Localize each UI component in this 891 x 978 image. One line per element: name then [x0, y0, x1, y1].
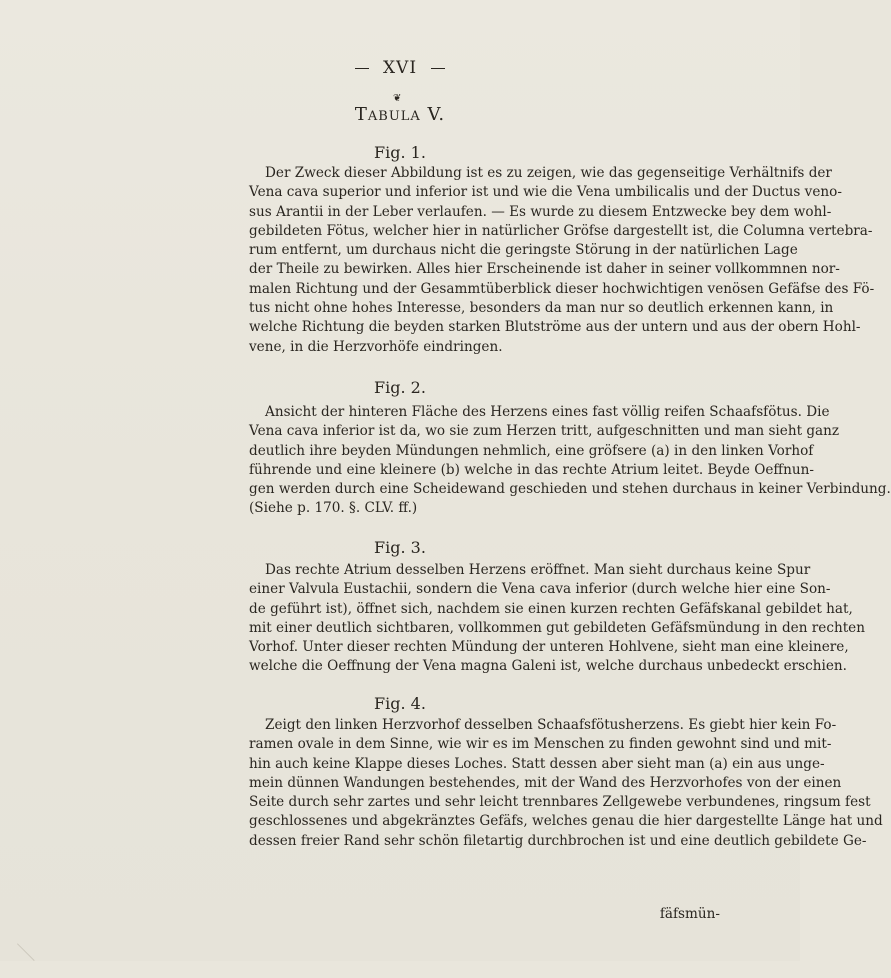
text-line: einer Valvula Eustachii, sondern die Vena cava inferior (durch welche hier eine Son- — [249, 581, 831, 598]
fig-3-text — [249, 561, 865, 677]
ornament-icon: ❦ — [393, 93, 402, 104]
text-line: de geführt ist), öffnet sich, nachdem sie einen kurzen rechten Gefäfskanal gebildet hat, — [249, 600, 853, 617]
fig-2-text — [249, 403, 891, 519]
text-line: Zeigt den linken Herzvorhof desselben Schaafsfötusherzens. Es giebt hier kein Fo- — [265, 717, 837, 733]
fig-2-title: Fig. 2. — [374, 378, 426, 397]
text-line: Vena cava inferior ist da, wo sie zum Herzen tritt, aufgeschnitten und man sieht ganz — [249, 423, 840, 440]
text-line: Vena cava superior und inferior ist und wie die Vena umbilicalis und der Ductus veno- — [249, 184, 842, 201]
text-line: malen Richtung und der Gesammtüberblick dieser hochwichtigen venösen Gefäfse des Fö- — [249, 280, 875, 297]
text-line: Das rechte Atrium desselben Herzens eröffnet. Man sieht durchaus keine Spur — [265, 562, 811, 578]
page-corner-crease — [0, 943, 35, 978]
text-line: Der Zweck dieser Abbildung ist es zu zeigen, wie das gegenseitige Verhältnifs der — [265, 165, 832, 181]
text-line: mein dünnen Wandungen bestehendes, mit der Wand des Herzvorhofes von der einen — [249, 774, 842, 791]
text-line: der Theile zu bewirken. Alles hier Erscheinende ist daher in seiner vollkommnen nor- — [249, 261, 840, 278]
text-line: (Siehe p. 170. §. CLV. ff.) — [249, 500, 418, 517]
text-line: gebildeten Fötus, welcher hier in natürlicher Gröfse dargestellt ist, die Columna vertebra- — [249, 222, 873, 239]
text-line: gen werden durch eine Scheidewand geschieden und stehen durchaus in keiner Verbindung. — [249, 481, 891, 498]
page-header — [0, 58, 800, 78]
text-line: sus Arantii in der Leber verlaufen. — Es wurde zu diesem Entzwecke bey dem wohl- — [249, 203, 832, 220]
text-line: rum entfernt, um durchaus nicht die geringste Störung in der natürlichen Lage — [249, 242, 798, 259]
text-line: Vorhof. Unter dieser rechten Mündung der unteren Hohlvene, sieht man eine kleinere, — [249, 639, 849, 656]
text-line: hin auch keine Klappe dieses Loches. Statt dessen aber sieht man (a) ein aus unge- — [249, 755, 825, 772]
text-line: welche Richtung die beyden starken Blutströme aus der untern und aus der obern Hohl- — [249, 319, 861, 336]
text-line: Seite durch sehr zartes und sehr leicht trennbares Zellgewebe verbundenes, ringsum fest — [249, 794, 871, 811]
text-line: welche die Oeffnung der Vena magna Galeni ist, welche durchaus unbedeckt erschien. — [249, 658, 847, 675]
text-line: vene, in die Herzvorhöfe eindringen. — [249, 338, 503, 355]
text-line: mit einer deutlich sichtbaren, vollkommen gut gebildeten Gefäfsmündung in den rechten — [249, 619, 865, 636]
text-line: ramen ovale in dem Sinne, wie wir es im Menschen zu finden gewohnt sind und mit- — [249, 736, 832, 753]
text-line: tus nicht ohne hohes Interesse, besonders da man nur so deutlich erkennen kann, in — [249, 300, 834, 317]
text-line: deutlich ihre beyden Mündungen nehmlich, eine gröfsere (a) in den linken Vorhof — [249, 442, 814, 459]
header-dash-left — [355, 68, 369, 69]
text-line: führende und eine kleinere (b) welche in das rechte Atrium leitet. Beyde Oeffnun- — [249, 461, 814, 478]
fig-1-title: Fig. 1. — [374, 143, 426, 162]
fig-3-title: Fig. 3. — [374, 538, 426, 557]
page-number: XVI — [382, 58, 418, 78]
fig-4-title: Fig. 4. — [374, 694, 426, 713]
text-line: geschlossenes und abgekränztes Gefäfs, welches genau die hier dargestellte Länge hat und — [249, 813, 883, 830]
catchword: fäfsmün- — [659, 906, 720, 922]
text-line: dessen freier Rand sehr schön filetartig durchbrochen ist und eine deutlich gebildete Ge- — [249, 832, 867, 849]
fig-4-text — [249, 716, 883, 851]
plate-title: Tabula V. — [354, 104, 446, 125]
fig-1-text — [249, 164, 875, 357]
text-line: Ansicht der hinteren Fläche des Herzens eines fast völlig reifen Schaafsfötus. Die — [265, 404, 830, 420]
header-dash-right — [431, 68, 445, 69]
